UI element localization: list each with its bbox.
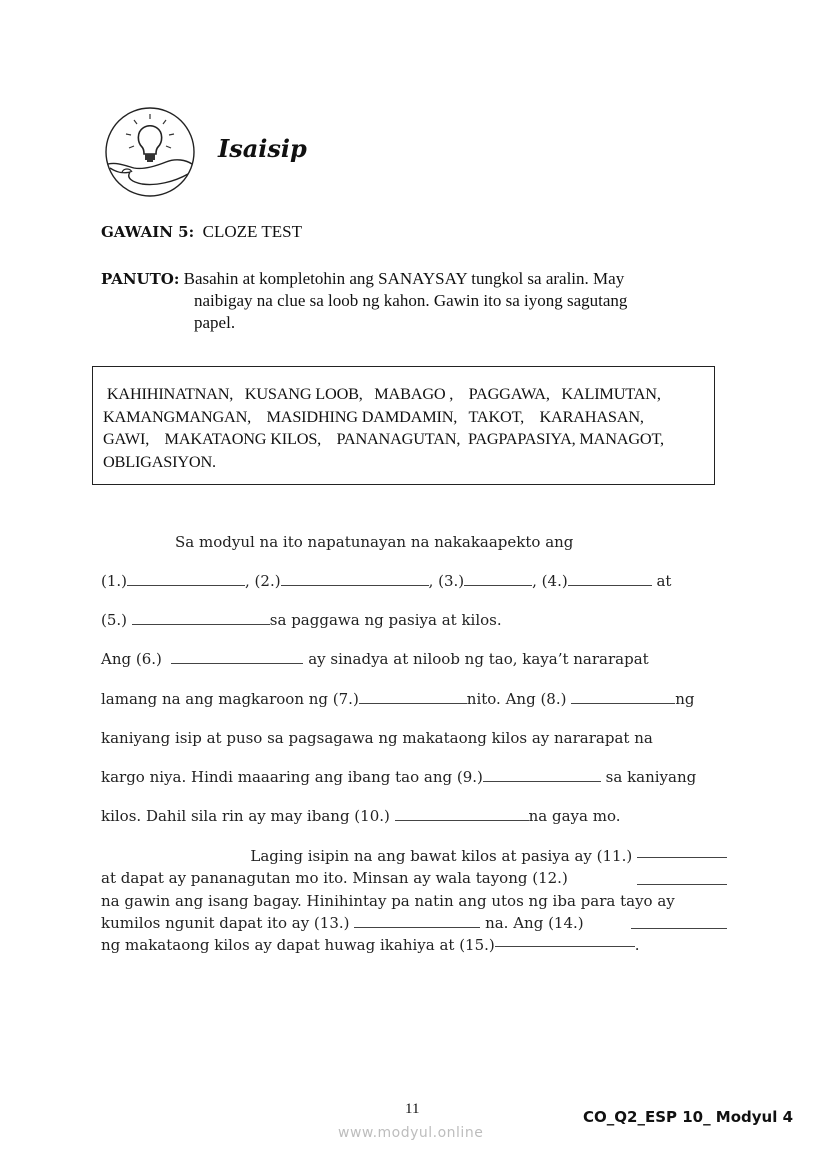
blank-label-9: kargo niya. Hindi maaaring ang ibang tao ang (9.) [101,768,483,786]
essay-line-6: kaniyang isip at puso sa pagsagawa ng makataong kilos ay nararapat na [101,729,653,747]
blank-label-13: kumilos ngunit dapat ito ay (13.) [101,913,350,932]
blank-4[interactable] [568,573,652,586]
module-code: CO_Q2_ESP 10_ Modyul 4 [583,1108,794,1126]
essay-text: sa kaniyang [600,768,697,786]
blank-label-2: , (2.) [245,572,281,590]
essay-text: ng [675,690,695,708]
watermark: www.modyul.online [338,1125,484,1141]
essay-text: na gaya mo. [528,807,621,825]
essay-line-8 [101,807,621,825]
activity-heading [101,222,302,242]
blank-1[interactable] [127,573,245,586]
blank-12[interactable] [637,872,727,885]
section-title: Isaisip [218,134,307,163]
blank-label-6: Ang (6.) [101,650,172,668]
blank-label-12: at dapat ay pananagutan mo ito. Minsan ay wala tayong (12.) [101,869,568,888]
essay-text: at [651,572,672,590]
blank-label-3: , (3.) [428,572,465,590]
blank-label-7: lamang na ang magkaroon ng (7.) [101,690,359,708]
essay-p2-line-3 [101,890,727,912]
blank-11[interactable] [637,845,727,858]
essay-paragraph-2 [101,845,727,956]
blank-6[interactable] [171,651,303,664]
blank-8[interactable] [571,691,675,704]
essay-text: na gawin ang isang bagay. Hinihintay pa natin ang utos ng iba para tayo ay [101,891,675,910]
essay-line-3 [101,611,502,629]
blank-label-15: ng makataong kilos ay dapat huwag ikahiya at (15.) [101,936,495,955]
blank-label-5: (5.) [101,611,132,629]
activity-title: CLOZE TEST [202,222,302,241]
essay-p2-line-4 [101,912,727,934]
instructions [101,268,731,334]
word-bank-box [92,366,715,485]
blank-label-8: nito. Ang (8.) [466,690,572,708]
blank-2[interactable] [281,573,429,586]
essay-p2-line-1 [101,845,727,867]
blank-label-11: Laging isipin na ang bawat kilos at pasiya ay (11.) [250,847,633,865]
blank-7[interactable] [359,691,467,704]
essay-intro: Sa modyul na ito napatunayan na nakakaapekto ang [175,533,574,551]
blank-label-10: kilos. Dahil sila rin ay may ibang (10.) [101,807,395,825]
instructions-line-1: Basahin at kompletohin ang SANAYSAY tungkol sa aralin. May [183,269,625,288]
blank-15[interactable] [495,934,635,947]
essay-line-7 [101,768,696,786]
word-bank-line: KAMANGMANGAN, MASIDHING DAMDAMIN, TAKOT, KARAHASAN, [103,406,644,426]
instructions-line-3: papel. [194,313,236,332]
activity-label: GAWAIN 5: [101,223,195,241]
blank-3[interactable] [464,573,532,586]
lightbulb-in-hand-icon [104,106,196,198]
blank-label-14: na. Ang (14.) [485,913,584,932]
blank-label-4: , (4.) [532,572,568,590]
blank-5[interactable] [132,612,270,625]
essay-line-2 [101,572,671,590]
essay-line-5 [101,690,695,708]
essay-p2-line-2 [101,867,727,889]
word-bank-line: KAHIHINATNAN, KUSANG LOOB, MABAGO , PAGGAWA, KALIMUTAN, [103,384,661,403]
essay-p2-line-5 [101,934,727,956]
blank-14[interactable] [631,916,727,929]
word-bank-line: GAWI, MAKATAONG KILOS, PANANAGUTAN, PAGPAPASIYA, MANAGOT, [103,429,664,448]
blank-13[interactable] [354,915,480,928]
blank-label-1: (1.) [101,572,128,590]
blank-10[interactable] [395,808,529,821]
page-number: 11 [405,1101,420,1117]
word-bank-line: OBLIGASIYON. [103,451,216,471]
instructions-label: PANUTO: [101,270,180,288]
essay-text: ay sinadya at niloob ng tao, kaya’t nararapat [303,650,649,668]
essay-text: . [634,936,640,955]
essay-text: sa paggawa ng pasiya at kilos. [269,611,502,629]
instructions-line-2: naibigay na clue sa loob ng kahon. Gawin ito sa iyong sagutang [194,291,628,310]
blank-9[interactable] [483,769,601,782]
essay-line-4 [101,650,649,668]
